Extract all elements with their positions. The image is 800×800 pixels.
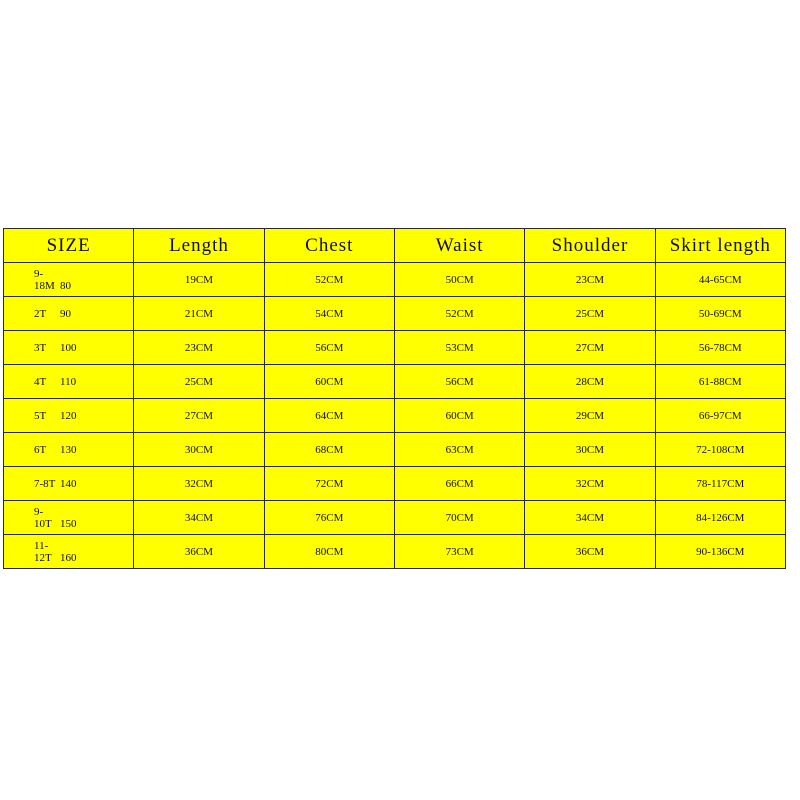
size-label: 7-8T [34,477,56,490]
waist-cell: 73CM [394,535,524,569]
shoulder-cell: 29CM [525,399,655,433]
table-row [4,331,786,365]
size-height: 120 [60,409,77,422]
size-cell [4,501,134,535]
waist-cell: 52CM [394,297,524,331]
shoulder-cell: 23CM [525,263,655,297]
shoulder-cell: 28CM [525,365,655,399]
size-label: 2T [34,307,47,320]
size-cell [4,535,134,569]
size-cell [4,331,134,365]
header-size: SIZE [4,229,134,263]
header-shoulder: Shoulder [525,229,655,263]
header-length: Length [134,229,264,263]
skirt-length-cell: 50-69CM [655,297,785,331]
skirt-length-cell: 44-65CM [655,263,785,297]
waist-cell: 66CM [394,467,524,501]
chest-cell: 72CM [264,467,394,501]
size-chart-body [4,263,786,569]
length-cell: 30CM [134,433,264,467]
table-row [4,501,786,535]
skirt-length-cell: 84-126CM [655,501,785,535]
table-row [4,535,786,569]
shoulder-cell: 30CM [525,433,655,467]
table-row [4,399,786,433]
length-cell: 34CM [134,501,264,535]
size-height: 150 [60,517,77,530]
length-cell: 19CM [134,263,264,297]
waist-cell: 63CM [394,433,524,467]
size-height: 100 [60,341,77,354]
skirt-length-cell: 90-136CM [655,535,785,569]
chest-cell: 80CM [264,535,394,569]
shoulder-cell: 32CM [525,467,655,501]
chest-cell: 54CM [264,297,394,331]
size-label: 5T [34,409,47,422]
size-cell [4,467,134,501]
size-height: 90 [60,307,71,320]
waist-cell: 70CM [394,501,524,535]
size-chart-header [4,229,786,263]
size-cell [4,433,134,467]
length-cell: 25CM [134,365,264,399]
waist-cell: 60CM [394,399,524,433]
size-cell [4,365,134,399]
size-label: 9-18M [34,267,55,292]
chest-cell: 76CM [264,501,394,535]
skirt-length-cell: 72-108CM [655,433,785,467]
table-row [4,467,786,501]
length-cell: 21CM [134,297,264,331]
size-label: 3T [34,341,47,354]
waist-cell: 56CM [394,365,524,399]
length-cell: 32CM [134,467,264,501]
size-cell [4,263,134,297]
table-row [4,297,786,331]
length-cell: 36CM [134,535,264,569]
chest-cell: 64CM [264,399,394,433]
size-height: 80 [60,279,71,292]
size-height: 160 [60,551,77,564]
waist-cell: 53CM [394,331,524,365]
chest-cell: 56CM [264,331,394,365]
waist-cell: 50CM [394,263,524,297]
table-row [4,365,786,399]
header-row [4,229,786,263]
size-label: 4T [34,375,47,388]
size-chart-table [3,228,786,569]
size-height: 130 [60,443,77,456]
chest-cell: 60CM [264,365,394,399]
size-label: 9-10T [34,505,52,530]
header-waist: Waist [394,229,524,263]
size-cell [4,399,134,433]
size-label: 6T [34,443,47,456]
shoulder-cell: 27CM [525,331,655,365]
length-cell: 23CM [134,331,264,365]
header-chest: Chest [264,229,394,263]
size-height: 140 [60,477,77,490]
shoulder-cell: 34CM [525,501,655,535]
header-skirt-length: Skirt length [655,229,785,263]
size-label: 11-12T [34,539,52,564]
skirt-length-cell: 56-78CM [655,331,785,365]
shoulder-cell: 25CM [525,297,655,331]
table-row [4,263,786,297]
chest-cell: 68CM [264,433,394,467]
table-row [4,433,786,467]
shoulder-cell: 36CM [525,535,655,569]
length-cell: 27CM [134,399,264,433]
skirt-length-cell: 66-97CM [655,399,785,433]
size-height: 110 [60,375,77,388]
skirt-length-cell: 78-117CM [655,467,785,501]
size-cell [4,297,134,331]
skirt-length-cell: 61-88CM [655,365,785,399]
chest-cell: 52CM [264,263,394,297]
